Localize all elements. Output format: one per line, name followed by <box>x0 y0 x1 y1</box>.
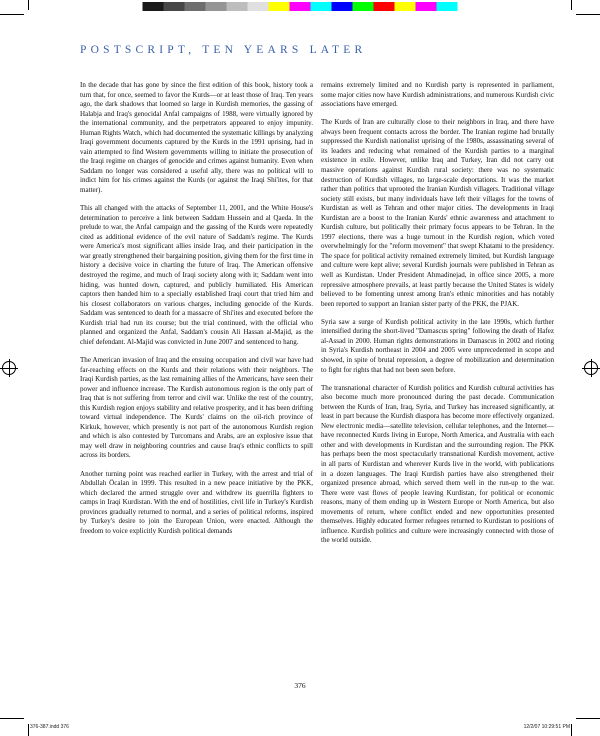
page-number: 376 <box>294 681 306 690</box>
calibration-swatch <box>269 2 290 11</box>
slug-filename: 376-387.indd 376 <box>30 724 69 730</box>
calibration-swatch <box>248 2 269 11</box>
crop-mark <box>28 0 29 10</box>
calibration-swatch <box>164 2 185 11</box>
calibration-swatch <box>353 2 374 11</box>
crop-mark <box>571 724 572 736</box>
crop-mark <box>576 718 600 719</box>
paragraph: The Kurds of Iran are culturally close to their neighbors in Iraq, and there have always been frequent contacts across the border. The Iranian regime had brutally suppressed the Kurdish nationalist uprising of the 1980s, assassinating several of its leaders and reducing what remained of the Kurdish parties to a marginal existence in exile. However, unlike Iraq and Turkey, Iran did not carry out massive operations against Kurdish rural society: there was no systematic destruction of Kurdish villages, no large-scale deportations. It was the market rather than politics that uprooted the Iranian Kurdish villagers. Traditional village society still exists, but many individuals have left their villages for the towns of Kurdistan as well as Tehran and other major cities. The developments in Iraqi Kurdistan are a boost to the Iranian Kurds' ethnic awareness and attachment to Kurdish culture, but politically their primary focus appears to be Tehran. In the 1997 elections, there was a huge turnout in the Kurdish region, which voted overwhelmingly for the "reform movement" that swept Khatami to the presidency. The space for political activity remained extremely limited, but Kurdish language and culture were kept alive; several Kurdish journals were published in Tehran as well as Kurdistan. Under President Ahmadinejad, in office since 2005, a more repressive atmosphere prevails, at least partly because the United States is widely believed to be fomenting unrest among Iran's ethnic minorities and has notably been reported to support an Iranian sister party of the PKK, the PJAK. <box>321 118 554 308</box>
right-column <box>321 81 554 555</box>
paragraph: The transnational character of Kurdish politics and Kurdish cultural activities has also become much more pronounced during the past decade. Communication between the Kurds of Iran, Iraq, Syria, and Turkey has increased significantly, at least in part because the Kurdish diaspora has become more effectively organized. New electronic media—satellite television, cellular telephones, and the Internet—have reconnected Kurds living in Europe, North America, and Australia with each other and with developments in Kurdistan and the surrounding region. The PKK has perhaps been the most spectacularly transnational Kurdish movement, active in all parts of Kurdistan and wherever Kurds live in the world, with publications in a dozen languages. The Iraqi Kurdish parties have also strengthened their organized presence abroad, which served them well in the run-up to the war. There were vast flows of people leaving Kurdistan, for political or economic reasons, many of them ending up in Western Europe or North America, but also movements of return, where conflict ended and new opportunities presented themselves. Highly educated former refugees returned to Kurdistan to positions of influence. Kurdish politics and culture were increasingly connected with those of the world outside. <box>321 383 554 545</box>
paragraph: This all changed with the attacks of September 11, 2001, and the White House's determination to perceive a link between Saddam Hussein and al Qaeda. In the prelude to war, the Anfal campaign and the gassing of the Kurds were repeatedly cited as additional evidence of the evil nature of Saddam's regime. The Kurds were America's most significant allies inside Iraq, and their participation in the war greatly strengthened their bargaining position, giving them for the first time in history a decisive voice in charting the future of Iraq. The American offensive destroyed the regime, and much of Iraqi society along with it; Saddam went into hiding, was hunted down, captured, and publicly humiliated. His American captors then handed him to a specially established Iraqi court that tried him and his closest collaborators on various charges, including genocide of the Kurds. Saddam was sentenced to death for a massacre of Shi'ites and executed before the Kurdish trial had run its course; but the trial continued, with the official who planned and organized the Anfal, Saddam's cousin Ali Hassan al-Majid, as the chief defendant. Al-Majid was convicted in June 2007 and sentenced to hang. <box>80 204 313 346</box>
crop-mark <box>576 14 600 15</box>
registration-mark-icon <box>584 361 598 375</box>
crop-mark <box>28 724 29 736</box>
calibration-swatch <box>227 2 248 11</box>
calibration-swatch <box>185 2 206 11</box>
calibration-swatch <box>143 2 164 11</box>
color-calibration-bar <box>143 2 458 11</box>
paragraph: remains extremely limited and no Kurdish party is represented in parliament, some major cities now have Kurdish administrations, and numerous Kurdish civic associations have emerged. <box>321 81 554 109</box>
slug-timestamp: 12/2/07 10:29:51 PM <box>523 724 570 730</box>
calibration-swatch <box>332 2 353 11</box>
paragraph: Syria saw a surge of Kurdish political activity in the late 1990s, which further intensified during the short-lived "Damascus spring" following the death of Hafez al-Assad in 2000. Human rights demonstrations in Damascus in 2002 and rioting in Syria's Kurdish northeast in 2004 and 2005 were unprecedented in scope and showed, in spite of brutal repression, a degree of mobilization and determination to fight for rights that had not been seen before. <box>321 317 554 374</box>
page-title: POSTSCRIPT, TEN YEARS LATER <box>80 44 367 56</box>
calibration-swatch <box>206 2 227 11</box>
calibration-swatch <box>290 2 311 11</box>
registration-mark-icon <box>2 361 16 375</box>
left-column <box>80 81 313 545</box>
calibration-swatch <box>311 2 332 11</box>
crop-mark <box>0 14 24 15</box>
paragraph: Another turning point was reached earlier in Turkey, with the arrest and trial of Abdullah Öcalan in 1999. This resulted in a new peace initiative by the PKK, which declared the armed struggle over and withdrew its guerrilla fighters to camps in Iraqi Kurdistan. With the end of hostilities, civil life in Turkey's Kurdish provinces gradually returned to normal, and a series of political reforms, inspired by Turkey's desire to join the European Union, were enacted. Although the freedom to voice explicitly Kurdish political demands <box>80 469 313 535</box>
paragraph: In the decade that has gone by since the first edition of this book, history took a turn that, for once, seemed to favor the Kurds—or at least those of Iraq. Ten years ago, the dark shadows that loomed so large in Kurdish memories, the gassing of Halabja and Iraq's genocidal Anfal campaigns of 1988, were virtually ignored by the international community, and the perpetrators appeared to enjoy impunity. Human Rights Watch, which had documented the systematic killings by analyzing Iraqi government documents captured by the Kurds in the 1991 uprising, had in vain attempted to find Western governments willing to initiate the prosecution of the Iraqi regime on charges of genocide and crimes against humanity. Even when Saddam no longer was considered a useful ally, there was no political will to indict him for his crimes against the Kurds (or against the Iraqi Shi'ites, for that matter). <box>80 81 313 195</box>
calibration-swatch <box>374 2 395 11</box>
calibration-swatch <box>395 2 416 11</box>
calibration-swatch <box>416 2 437 11</box>
calibration-swatch <box>437 2 458 11</box>
crop-mark <box>571 0 572 10</box>
crop-mark <box>0 718 24 719</box>
paragraph: The American invasion of Iraq and the ensuing occupation and civil war have had far-reaching effects on the Kurds and their relations with their neighbors. The Iraqi Kurdish parties, as the last remaining allies of the Americans, have seen their power and influence increase. The Kurdish autonomous region is the only part of Iraq that is not suffering from terror and civil war. Unlike the rest of the country, this Kurdish region enjoys stability and relative prosperity, and it has been drifting toward virtual independence. The Kurds' claims on the oil-rich province of Kirkuk, however, which presently is not part of the autonomous Kurdish region and which is also contested by Turcomans and Arabs, are an explosive issue that may well draw in neighboring countries and cause Iraq's ethnic conflicts to spill across its borders. <box>80 355 313 460</box>
